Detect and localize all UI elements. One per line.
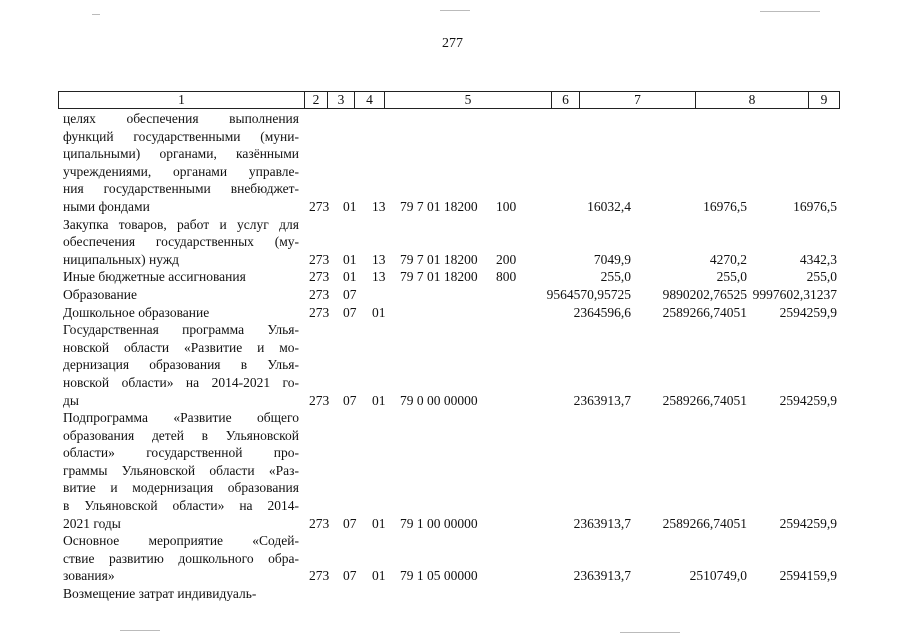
description-line: обеспечения государственных (му- <box>63 234 299 250</box>
cell-c4: 13 <box>372 251 386 267</box>
cell-c4: 13 <box>372 269 386 285</box>
description-line: учреждениями, органами управле- <box>63 163 299 179</box>
cell-c9: 2594259,9 <box>779 515 837 531</box>
description-line: Подпрограмма «Развитие общего <box>63 410 299 426</box>
cell-c7: 9564570,95725 <box>546 286 631 302</box>
cell-c3: 07 <box>343 392 357 408</box>
table-row <box>0 321 905 409</box>
cell-c2: 273 <box>309 269 330 285</box>
table-row <box>0 409 905 532</box>
cell-c9: 16976,5 <box>793 198 837 214</box>
header-col-8: 8 <box>695 92 808 108</box>
header-col-9: 9 <box>808 92 839 108</box>
cell-c9: 2594259,9 <box>779 392 837 408</box>
scan-speck <box>760 11 820 12</box>
description-line: ными фондами <box>63 198 150 214</box>
cell-c2: 273 <box>309 568 330 584</box>
description-line: Образование <box>63 286 137 302</box>
description-line: Иные бюджетные ассигнования <box>63 269 246 285</box>
row-description <box>63 110 299 216</box>
row-description <box>63 216 299 269</box>
cell-c5: 79 1 00 00000 <box>400 515 478 531</box>
cell-c5: 79 1 05 00000 <box>400 568 478 584</box>
table-row <box>0 532 905 585</box>
cell-c4: 13 <box>372 198 386 214</box>
description-line: зования» <box>63 568 115 584</box>
cell-c8: 2510749,0 <box>689 568 747 584</box>
description-line: новской области» на 2014-2021 го- <box>63 374 299 390</box>
cell-c8: 16976,5 <box>703 198 747 214</box>
description-line: Основное мероприятие «Содей- <box>63 533 299 549</box>
cell-c9: 2594159,9 <box>779 568 837 584</box>
cell-c6: 800 <box>496 269 517 285</box>
description-line: ципальными) органами, казёнными <box>63 146 299 162</box>
description-line: образования детей в Ульяновской <box>63 427 299 443</box>
cell-c7: 2363913,7 <box>573 515 631 531</box>
table-row <box>0 286 905 304</box>
page-number: 277 <box>442 36 463 51</box>
cell-c6: 100 <box>496 198 517 214</box>
cell-c7: 16032,4 <box>587 198 631 214</box>
cell-c3: 07 <box>343 515 357 531</box>
description-line: ния государственными внебюджет- <box>63 181 299 197</box>
description-line: функций государственными (муни- <box>63 128 299 144</box>
table-row <box>0 110 905 216</box>
cell-c2: 273 <box>309 304 330 320</box>
cell-c7: 255,0 <box>600 269 631 285</box>
cell-c2: 273 <box>309 198 330 214</box>
description-line: ды <box>63 392 79 408</box>
table-row <box>0 268 905 286</box>
description-line: Возмещение затрат индивидуаль- <box>63 586 257 602</box>
description-line: новской области «Развитие и мо- <box>63 339 299 355</box>
scan-speck <box>120 630 160 631</box>
cell-c8: 4270,2 <box>709 251 747 267</box>
row-description <box>63 268 299 286</box>
description-line: витие и модернизация образования <box>63 480 299 496</box>
cell-c3: 07 <box>343 286 357 302</box>
cell-c3: 01 <box>343 198 357 214</box>
description-line: 2021 годы <box>63 515 121 531</box>
cell-c9: 2594259,9 <box>779 304 837 320</box>
description-line: Закупка товаров, работ и услуг для <box>63 216 299 232</box>
cell-c7: 2363913,7 <box>573 392 631 408</box>
cell-c5: 79 7 01 18200 <box>400 269 478 285</box>
cell-c5: 79 7 01 18200 <box>400 198 478 214</box>
description-line: дернизация образования в Улья- <box>63 357 299 373</box>
cell-c8: 2589266,74051 <box>662 392 747 408</box>
cell-c4: 01 <box>372 568 386 584</box>
cell-c2: 273 <box>309 251 330 267</box>
cell-c5: 79 7 01 18200 <box>400 251 478 267</box>
table-row <box>0 216 905 269</box>
cell-c9: 9997602,31237 <box>752 286 837 302</box>
cell-c7: 2364596,6 <box>573 304 631 320</box>
cell-c3: 01 <box>343 269 357 285</box>
table-header <box>58 91 840 109</box>
scan-speck <box>620 632 680 633</box>
description-line: ствие развитию дошкольного обра- <box>63 550 299 566</box>
table-body <box>0 110 905 603</box>
cell-c8: 2589266,74051 <box>662 304 747 320</box>
description-line: граммы Ульяновской области «Раз- <box>63 462 299 478</box>
scan-speck <box>92 14 100 15</box>
row-description <box>63 321 299 409</box>
cell-c3: 01 <box>343 251 357 267</box>
header-col-7: 7 <box>579 92 695 108</box>
cell-c4: 01 <box>372 515 386 531</box>
description-line: области» государственной про- <box>63 445 299 461</box>
row-description <box>63 585 299 603</box>
row-description <box>63 532 299 585</box>
cell-c2: 273 <box>309 286 330 302</box>
cell-c5: 79 0 00 00000 <box>400 392 478 408</box>
cell-c4: 01 <box>372 304 386 320</box>
cell-c2: 273 <box>309 515 330 531</box>
header-col-1: 1 <box>178 92 185 107</box>
description-line: Дошкольное образование <box>63 304 210 320</box>
header-col-2: 2 <box>304 92 327 108</box>
cell-c3: 07 <box>343 304 357 320</box>
cell-c6: 200 <box>496 251 517 267</box>
header-col-4: 4 <box>354 92 384 108</box>
cell-c7: 7049,9 <box>593 251 631 267</box>
row-description <box>63 286 299 304</box>
header-col-5: 5 <box>384 92 551 108</box>
description-line: в Ульяновской области» на 2014- <box>63 498 299 514</box>
description-line: целях обеспечения выполнения <box>63 111 299 126</box>
description-line: Государственная программа Улья- <box>63 322 299 338</box>
header-col-3: 3 <box>327 92 354 108</box>
cell-c8: 2589266,74051 <box>662 515 747 531</box>
cell-c4: 01 <box>372 392 386 408</box>
cell-c7: 2363913,7 <box>573 568 631 584</box>
row-description <box>63 304 299 322</box>
table-row <box>0 585 905 603</box>
table-row <box>0 304 905 322</box>
header-col-6: 6 <box>551 92 579 108</box>
cell-c9: 255,0 <box>806 269 837 285</box>
cell-c8: 255,0 <box>716 269 747 285</box>
cell-c9: 4342,3 <box>799 251 837 267</box>
row-description <box>63 409 299 532</box>
cell-c3: 07 <box>343 568 357 584</box>
cell-c8: 9890202,76525 <box>662 286 747 302</box>
cell-c2: 273 <box>309 392 330 408</box>
description-line: ниципальных) нужд <box>63 251 180 267</box>
scan-speck <box>440 10 470 11</box>
